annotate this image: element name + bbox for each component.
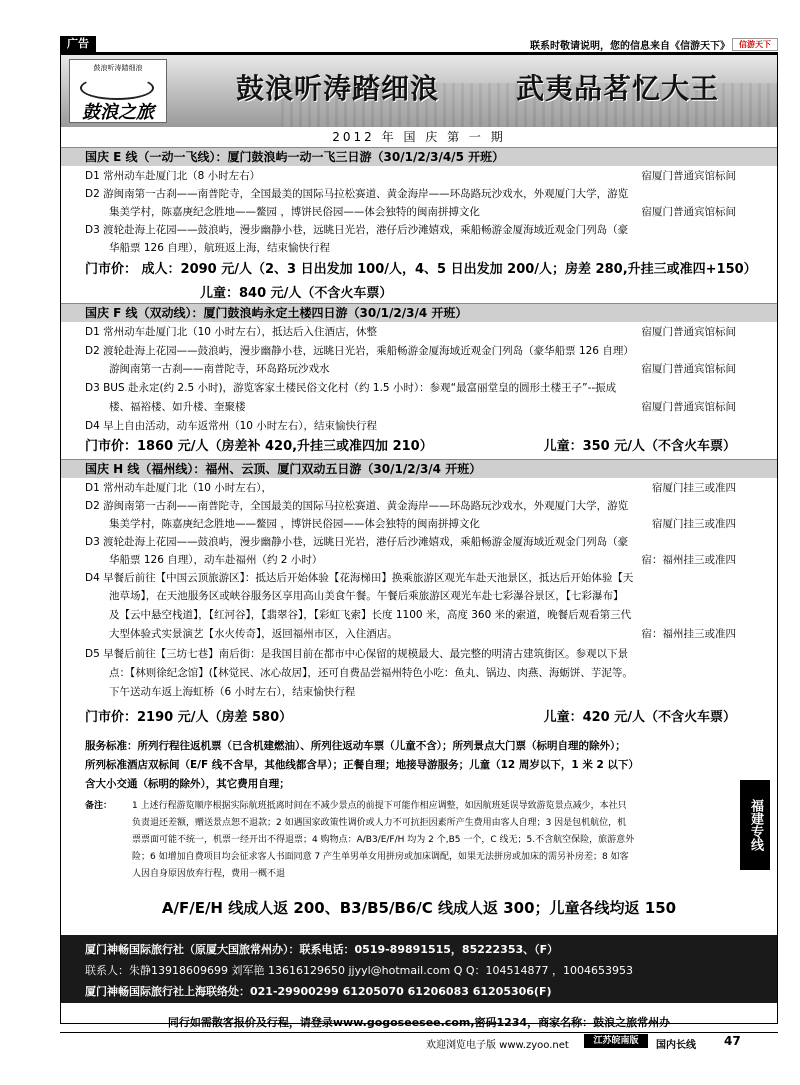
- route-e-day3-cont: 华船票 126 自理），航班返上海，结束愉快行程: [109, 242, 330, 254]
- contact-agency-phone: 厦门神畅国际旅行社（原厦大国旅常州办）：联系电话：0519-89891515，85222353、（F）: [85, 943, 559, 956]
- brand-logo: [69, 59, 167, 123]
- route-f-day3-hotel: 宿厦门普通宾馆标间: [641, 401, 736, 413]
- route-e-day2-cont: 集美学村，陈嘉庚纪念胜地——鳌园 ，博饼民俗园——体会独特的闽南拼搏文化: [109, 206, 480, 218]
- website-note: 同行如需散客报价及行程，请登录www.gogoseesee.com,密码1234，商家名称：鼓浪之旅常州办: [167, 1016, 671, 1029]
- route-e-day3: D3 渡轮赴海上花园——鼓浪屿，漫步幽静小巷，远眺日光岩，港仔后沙滩嬉戏，乘船畅游金厦海域近观金门列岛（豪: [85, 224, 629, 236]
- route-h-day5: D5 早餐后前往【三坊七巷】南后街：是我国目前在都市中心保留的规模最大、最完整的明清古建筑街区。参观以下景: [85, 648, 629, 660]
- route-f-day2-cont: 游闽南第一古刹——南普陀寺，环岛路玩沙戏水: [109, 363, 330, 375]
- route-h-day4-cont2: 及【云中悬空栈道】，【红河谷】，【翡翠谷】，【彩虹飞索】长度 1100 米，高度 360 米的索道，晚餐后观看第三代: [109, 609, 632, 621]
- route-e-day1: D1 常州动车赴厦门北（8 小时左右）: [85, 170, 261, 182]
- route-h-day1: D1 常州动车赴厦门北（10 小时左右），: [85, 482, 273, 494]
- contact-shanghai-office: 厦门神畅国际旅行社上海联络处：021-29900299 61205070 61206083 61205306(F): [85, 985, 552, 998]
- route-h-day2-hotel: 宿厦门挂三或准四: [652, 518, 736, 530]
- source-note: 联系时敬请说明，您的信息来自《信游天下》: [530, 41, 730, 52]
- logo-text: 鼓浪之旅: [82, 102, 154, 123]
- route-f-price: 门市价：1860 元/人（房差补 420,升挂三或准四加 210）: [85, 439, 433, 454]
- route-h-day2-cont: 集美学村，陈嘉庚纪念胜地——鳌园 ，博饼民俗园——体会独特的闽南拼搏文化: [109, 518, 480, 530]
- route-e-header: 国庆 E 线（一动一飞线）：厦门鼓浪屿一动一飞三日游（30/1/2/3/4/5 开班）: [61, 147, 777, 166]
- route-h-day4-cont1: 池草场】，在天池服务区或峡谷服务区享用高山美食午餐。午餐后乘旅游区观光车赴七彩瀑谷景区，【七彩瀑布】: [109, 590, 624, 602]
- notes-line3: 票票面可能不统一，机票一经开出不得退票；4 购物点：A/B3/E/F/H 均为 2 个,B5 一个，C 线无；5.不含航空保险，旅游意外: [132, 835, 635, 845]
- footer-rule: [60, 1032, 778, 1033]
- route-f-header: 国庆 F 线（双动线）：厦门鼓浪屿永定土楼四日游（30/1/2/3/4 开班）: [61, 303, 777, 322]
- notes-label: 备注：: [85, 801, 113, 811]
- rebate-banner: A/F/E/H 线成人返 200、B3/B5/B6/C 线成人返 300；儿童各线均返 150: [161, 899, 677, 917]
- route-h-header: 国庆 H 线（福州线）：福州、云顶、厦门双动五日游（30/1/2/3/4 开班）: [61, 459, 777, 478]
- route-e-child-price: 儿童：840 元/人（不含火车票）: [200, 286, 393, 301]
- logo-tagline: 鼓浪听涛踏细浪: [93, 64, 143, 72]
- service-standard-line1: 服务标准：所列行程往返机票（已含机建燃油）、所列往返动车票（儿童不含）；所列景点大门票（标明自理的除外）；: [85, 740, 626, 752]
- route-h-day5-cont1: 点：【林则徐纪念馆】(【林觉民、冰心故居】，还可自费品尝福州特色小吃：鱼丸、锅边、肉燕、海蛎饼、芋泥等。: [109, 667, 633, 679]
- route-f-day3: D3 BUS 赴永定(约 2.5 小时)，游览客家土楼民俗文化村（约 1.5 小时）：参观“最富丽堂皇的圆形土楼王子”--振成: [85, 382, 617, 394]
- route-h-day3: D3 渡轮赴海上花园——鼓浪屿，漫步幽静小巷，远眺日光岩，港仔后沙滩嬉戏，乘船畅游金厦海域近观金门列岛（豪: [85, 536, 629, 548]
- wave-icon: [80, 76, 154, 100]
- slogan-gulangyu: 鼓浪听涛踏细浪: [236, 72, 440, 105]
- service-standard-line2: 所列标准酒店双标间（E/F 线不含早，其他线都含早）；正餐自理；地接导游服务；儿童（12 周岁以下，1 米 2 以下）: [85, 759, 639, 771]
- issue-title: 2012 年 国 庆 第 一 期: [332, 130, 506, 144]
- route-f-day3-cont: 楼、福裕楼、如升楼、奎聚楼: [109, 401, 246, 413]
- route-e-day1-hotel: 宿厦门普通宾馆标间: [641, 170, 736, 182]
- contact-block: [61, 935, 777, 1003]
- notes-line1: 1 上述行程游览顺序根据实际航班抵离时间在不减少景点的前提下可能作相应调整，如因航班延误导致游览景点减少，本社只: [132, 801, 627, 811]
- route-h-price: 门市价：2190 元/人（房差 580）: [85, 710, 293, 725]
- route-h-day5-cont2: 下午送动车返上海虹桥（6 小时左右），结束愉快行程: [109, 686, 356, 698]
- route-f-day2: D2 渡轮赴海上花园——鼓浪屿，漫步幽静小巷，远眺日光岩，乘船畅游金厦海域近观金门列岛（豪华船票 126 自理）: [85, 345, 634, 357]
- route-e-price: 门市价： 成人：2090 元/人（2、3 日出发加 100/人，4、5 日出发加 200/人；房差 280,升挂三或准四+150）: [85, 262, 757, 277]
- route-h-day3-hotel: 宿：福州挂三或准四: [641, 554, 736, 566]
- service-standard-line3: 含大小交通（标明的除外），其它费用自理；: [85, 778, 290, 790]
- contact-persons: 联系人：朱静13918609699 刘军艳 13616129650 jjyyl@hotmail.com Q Q：104514877 ，1004653953: [85, 964, 633, 977]
- route-f-day1-hotel: 宿厦门普通宾馆标间: [641, 326, 736, 338]
- page-number: 47: [724, 1034, 741, 1048]
- footer-welcome: 欢迎浏览电子版 www.zyoo.net: [426, 1040, 569, 1051]
- route-h-day4-cont3: 大型体验式实景演艺【水火传奇】，返回福州市区，入住酒店。: [109, 628, 398, 640]
- route-h-day1-hotel: 宿厦门挂三或准四: [652, 482, 736, 494]
- route-h-day4-hotel: 宿：福州挂三或准四: [641, 628, 736, 640]
- route-e-day2: D2 游闽南第一古刹——南普陀寺，全国最美的国际马拉松赛道、黄金海岸——环岛路玩沙戏水，外观厦门大学，游览: [85, 188, 629, 200]
- banner: [61, 55, 777, 127]
- route-f-day2-hotel: 宿厦门普通宾馆标间: [641, 363, 736, 375]
- notes-line5: 人因自身原因放弃行程，费用一概不退: [132, 869, 286, 879]
- route-h-child-price: 儿童：420 元/人（不含火车票）: [543, 710, 736, 725]
- route-h-day3-cont: 华船票 126 自理），动车赴福州（约 2 小时）: [109, 554, 323, 566]
- route-h-day2: D2 游闽南第一古刹——南普陀寺，全国最美的国际马拉松赛道、黄金海岸——环岛路玩沙戏水，外观厦门大学，游览: [85, 500, 629, 512]
- publisher-logo: 信游天下: [732, 38, 778, 51]
- ad-label: 广告: [60, 36, 96, 52]
- notes-line2: 负责退还差额，赠送景点恕不退款；2 如遇国家政策性调价或人力不可抗拒因素所产生费用由客人自理；3 因是包机航位，机: [132, 818, 627, 828]
- route-h-day4: D4 早餐后前往【中国云顶旅游区】：抵达后开始体验【花海梯田】换乘旅游区观光车赴天池景区，抵达后开始体验【天: [85, 572, 634, 584]
- top-bar: [60, 36, 778, 54]
- edition-badge: 江苏皖南版: [584, 1034, 648, 1048]
- route-f-day4: D4 早上自由活动，动车返常州（10 小时左右），结束愉快行程: [85, 420, 378, 432]
- notes-line4: 险；6 如增加自费项目均会征求客人书面同意 7 产生单男单女用拼房或加床调配，如果无法拼房或加床的需另补房差；8 如客: [132, 852, 629, 862]
- route-e-day2-hotel: 宿厦门普通宾馆标间: [641, 206, 736, 218]
- route-f-child-price: 儿童：350 元/人（不含火车票）: [543, 439, 736, 454]
- category-label: 国内长线: [656, 1040, 696, 1051]
- slogan-wuyi: 武夷品茗忆大王: [516, 72, 720, 105]
- side-tab-fujian: 福建专线: [740, 780, 770, 870]
- route-f-day1: D1 常州动车赴厦门北（10 小时左右），抵达后入住酒店，休整: [85, 326, 378, 338]
